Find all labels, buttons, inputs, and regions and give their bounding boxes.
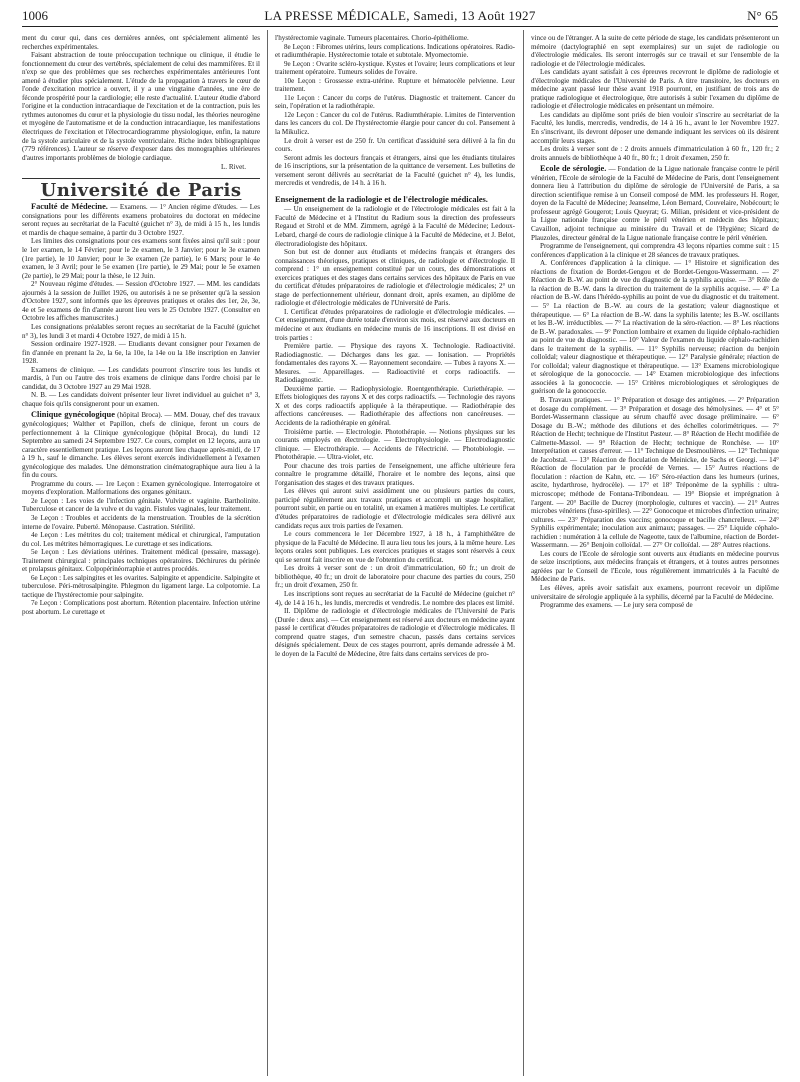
paragraph: 2° Nouveau régime d'études. — Session d'Octobre 1927. — MM. les candidats ajournés à la session de Juillet 1926, ou autorisés à ne se présenter qu'à la session d'Octobre 1927, sont informés que les épreuves pratiques et orales des 1er, 2e, 3e, 4e et 5e examens de fin d'année auront lieu vers le 25 Octobre 1927. (Consulter en Octobre les affiches manuscrites.) — [22, 280, 260, 323]
paragraph: Les candidats ayant satisfait à ces épreuves recevront le diplôme de radiologie et d'électrologie médicales de l'Université de Paris. A titre transitoire, les docteurs en médecine ayant passé leur thèse avant 1918 pourront, en justifiant de trois ans de pratique radiologique et électrologique, être autorisés à subir l'examen du diplôme de radiologie et d'électrologie médicales en présentant un mémoire. — [531, 68, 779, 111]
paragraph: ment du cœur qui, dans ces dernières années, ont spécialement alimenté les recherches expérimentales. — [22, 34, 260, 51]
paragraph: Programme du cours. — 1re Leçon : Examen gynécologique. Interrogatoire et moyens d'exploration. Malformations des organes génitaux. — [22, 479, 260, 497]
paragraph: Faisant abstraction de toute préoccupation technique ou clinique, il étudie le fonctionnement du cœur des vertébrés, spécialement de celui des mammifères. Et il n'exp se que des problèmes que ses recherches expérimentales antérieures l'ont amené à étudier plus spécialement. L'étude de la propagation à travers le cœur de l'onde d'excitation motrice a ouvert, il y a une vingtaine d'années, une ère de féconde prospérité pour la cardiologie; elle reste d'actualité. L'auteur étudie d'abord l'origine et la conduction intracardiaque de l'excitation et de la contraction, puis les rythmes autonomes du cœur et la physiologie du tissu nodal, les théories neurogène et myogène de l'automatisme et de la conduction intracardiaque, les manifestations électriques de l'excitation et l'électrocardiogramme physiologique, enfin, la nature de la systole auriculaire et de la systole ventriculaire. Riche index bibliographique (779 références). L'auteur se réserve d'exposer dans des monographies ultérieures d'autres importants problèmes de biologie cardiaque. — [22, 51, 260, 162]
paragraph: Les consignations préalables seront reçues au secrétariat de la Faculté (guichet n° 3), les lundi 3 et mardi 4 Octobre 1927, de midi à 15 h. — [22, 322, 260, 340]
paragraph: 10e Leçon : Grossesse extra-utérine. Rupture et hématocèle pelvienne. Leur traitement. — [275, 76, 515, 94]
paragraph: Le cours commencera le 1er Décembre 1927, à 18 h., à l'amphithéâtre de physique de la Faculté de Médecine. Il aura lieu tous les jours, à la même heure. Les leçons orales sont publiques. Les exercices pratiques et stages sont réservés à ceux qui se seront fait inscrire en vue de l'obtention du certificat. — [275, 530, 515, 564]
heading-enseignement: Enseignement de la radiologie et de l'électrologie médicales. — [275, 194, 488, 204]
paragraph: Les cours de l'Ecole de sérologie sont ouverts aux étudiants en médecine pourvus de seize inscriptions, aux médecins français et étrangers, et à toutes autres personnes agréées par le Conseil de l'Ecole, tous régulièrement immatriculés à la Faculté de Médecine de Paris. — [531, 549, 779, 584]
paragraph: 11e Leçon : Cancer du corps de l'utérus. Diagnostic et traitement. Cancer du sein, l'opération et la radiothérapie. — [275, 93, 515, 111]
paragraph: Session ordinaire 1927-1928. — Etudiants devant consigner pour l'examen de fin d'année en prenant la 2e, la 6e, la 10e, la 14e ou la 18e inscription en Janvier 1928. — [22, 340, 260, 366]
paragraph: 5e Leçon : Les déviations utérines. Traitement médical (pessaire, massage). Traitement chirurgical : principales techniques opératoires. Déchirures du périnée et prolapsus génitaux. Colpopérinéorraphie et autres procédés. — [22, 548, 260, 574]
column-divider — [267, 30, 268, 1076]
section-rule — [22, 178, 260, 179]
paragraph: Les élèves, après avoir satisfait aux examens, pourront recevoir un diplôme universitaire de sérologie appliquée à la syphilis, décerné par la Faculté de Médecine. — [531, 584, 779, 601]
column-1 — [22, 34, 260, 1078]
paragraph: B. Travaux pratiques. — 1° Préparation et dosage des antigènes. — 2° Préparation et dosage du complément. — 3° Préparation et dosage des hémolysines. — 4° et 5° Bordet-Wassermann classique au sérum chauffé avec dosage préliminaire. — 6° Dosage du B.-W.; méthode des dilutions et des échelles colorimétriques. — 7° Réaction de Hecht; technique de l'Institut Pasteur. — 8° Réaction de Hecht modifiée de Calmette-Massol. — 9° Réaction de Hecht; technique de Ronchèse. — 10° Interprétation et causes d'erreur. — 11° Technique de Desmoulières. — 12° Technique de Jacobstal. — 13° Réaction de floculation de Meinicke, de Sachs et Georgi. — 14° Réaction de floculation par le procédé de Vernes. — 15° Autres réactions de floculation : réaction de Kahn, etc. — 16° Séro-réaction dans les humeurs (urines, ascite, hydarthrose, hydrocèle). — 17° et 18° Tréponème de la syphilis : ultra-microscope; méthode de Fontana-Tribondeau. — 19° Biopsie et imprégnation à l'argent. — 20° Bacille de Ducrey (morphologie, cultures et vaccin). — 21° Autres microbes vénériens (fuso-spirilles). — 22° Gonocoque et microbes d'infection urinaire; cultures. — 23° Préparation des vaccins; gonocoque et bacille chancrelleux. — 24° Syphilis expérimentale; inoculation aux animaux; passages. — 25° Liquide céphalo-rachidien : numération à la cellule de Nageotte, taux de l'albumine, réaction de Bordet-Wassermann. — 26° Benjoin colloïdal. — 27° Or colloïdal. — 28° Autres réactions. — [531, 395, 779, 550]
paragraph: — Un enseignement de la radiologie et de l'électrologie médicales est fait à la Faculté de Médecine et à l'Institut du Radium sous la direction des professeurs Regaud et Strohl et de MM. Zimmern, agrégé à la Faculté de Médecine; Ledoux-Lebard, chargé de cours de radiologie clinique à la Faculté de Médecine, et J. Belot, électroradiologiste des hôpitaux. — [275, 205, 515, 248]
paragraph: N. B. — Les candidats doivent présenter leur livret individuel au guichet n° 3, chaque fois qu'ils consigneront pour un examen. — [22, 391, 260, 408]
heading-ecole: Ecole de sérologie. — [540, 164, 607, 174]
paragraph: Le droit à verser est de 250 fr. Un certificat d'assiduité sera délivré à la fin du cours. — [275, 136, 515, 154]
paragraph: 2e Leçon : Les voies de l'infection génitale. Vulvite et vaginite. Bartholinite. Tuberculose et cancer de la vulve et du vagin. Fistules vaginales, leur traitement. — [22, 496, 260, 514]
paragraph: A. Conférences d'application à la clinique. — 1° Histoire et signification des réactions de fixation de Bordet-Gengou et de Bordet-Gengou-Wassermann. — 2° Réaction de B.-W. au point de vue du diagnostic de la syphilis acquise. — 3° Rôle de la réaction de B.-W. dans la direction du traitement de la syphilis acquise. — 4° La réaction de B.-W. dans l'hérédo-syphilis au point de vue du diagnostic et du traitement. — 5° La réaction de B.-W. au cours de la gestation; valeur diagnostique et thérapeutique. — 6° La réaction de B.-W. dans la syphilis latente; les B.-W. oscillants et les B.-W. irréductibles. — 7° La réactivation de la séro-réaction. — 8° Les réactions de B.-W. paradoxales. — 9° Ponction lombaire et examen du liquide céphalo-rachidien au point de vue du diagnostic. — 10° Valeur de l'examen du liquide céphalo-rachidien dans le traitement de la syphilis. — 11° Syphilis nerveuse; réaction du benjoin colloïdal; valeur diagnostique et thérapeutique. — 12° Paralysie générale; réaction de l'or colloïdal; valeur diagnostique et thérapeutique. — 13° Examens microbiologique et sérologique de la gonococcie. — 14° Examen microbiologique des infections associées à la gonococcie. — 15° Critères microbiologiques et sérologiques de guérison de la gonococcie. — [531, 259, 779, 396]
paragraph: 4e Leçon : Les métrites du col; traitement médical et chirurgical, l'amputation du col. Les métrites hémorragiques. Le curettage et ses indications. — [22, 531, 260, 548]
page-number: 1006 — [22, 8, 48, 23]
paragraph: 7e Leçon : Complications post abortum. Rétention placentaire. Infection utérine post abortum. Le curettage et — [22, 599, 260, 616]
page-header — [22, 6, 778, 27]
paragraph: Les droits à verser sont de : un droit d'immatriculation, 60 fr.; un droit de bibliothèque, 40 fr.; un droit de laboratoire pour chacune des parties du cours, 250 fr.; un droit d'examen, 250 fr. — [275, 564, 515, 590]
review-signature: L. Rivet. — [220, 163, 246, 172]
paragraph: Deuxième partie. — Radiophysiologie. Roentgenthérapie. Curiethérapie. — Effets biologiques des rayons X et des corps radioactifs. — Technologie des rayons X et des corps radioactifs appliquée à la thérapeutique. — Radiothérapie des affections cancéreuses. — Radiothérapie des affections non cancéreuses. — Accidents de la radiothérapie en général. — [275, 384, 515, 428]
paragraph: Les candidats au diplôme sont priés de bien vouloir s'inscrire au secrétariat de la Faculté, les lundis, mercredis, vendredis, de 14 à 16 h., avant le 1er Novembre 1927. En s'inscrivant, ils devront déposer une demande indiquant les services où ils désirent accomplir leurs stages. — [531, 110, 779, 145]
paragraph: — Fondation de la Ligue nationale française contre le péril vénérien, l'Ecole de sérologie de la Faculté de Médecine de Paris, dont l'enseignement donnera lieu à l'attribution du diplôme de sérologie de l'Université de Paris, a sa direction scientifique remise à un Conseil composé de MM. les professeurs H. Roger, doyen de la Faculté de Médecine; Jeanselme, Léon Bernard, Couvelaire, Nobécourt; le professeur agrégé Gougerot; Louis Queyrat; G. Milian, président et vice-président de la Ligue nationale française contre le péril vénérien et médecin des hôpitaux; Cavaillon, adjoint technique au ministère du Travail et de l'Hygiène; Sicard de Plauzoles, directeur général de la Ligue nationale française contre le péril vénérien. — [531, 165, 779, 242]
paragraph: vince ou de l'étranger. A la suite de cette période de stage, les candidats présenteront un mémoire (dactylographié en sept exemplaires) sur un sujet de radiologie ou d'électrologie médicales. Ils seront interrogés sur ce travail et sur l'ensemble de la radiologie et de l'électrologie médicales. — [531, 34, 779, 68]
paragraph: Programme des examens. — Le jury sera composé de — [540, 601, 693, 610]
section-title: Université de Paris — [40, 179, 242, 201]
journal-title: LA PRESSE MÉDICALE, Samedi, 13 Août 1927 — [264, 8, 536, 23]
paragraph: Seront admis les docteurs français et étrangers, ainsi que les étudiants titulaires de 16 inscriptions, sur la présentation de la quittance de versement. Les bulletins de versement seront délivrés au secrétariat de la Faculté (guichet n° 4), les lundis, mercredis et vendredis, de 14 h. à 16 h. — [275, 153, 515, 188]
paragraph: Les inscriptions sont reçues au secrétariat de la Faculté de Médecine (guichet n° 4), de 14 à 16 h., les lundis, mercredis et vendredis. Le nombre des places est limité. — [275, 589, 515, 607]
paragraph: Pour chacune des trois parties de l'enseignement, une affiche ultérieure fera connaître le programme détaillé, l'horaire et le nombre des leçons, ainsi que l'organisation des stages et des travaux pratiques. — [275, 461, 515, 487]
heading-clinique: Clinique gynécologique — [31, 410, 115, 420]
column-3 — [531, 34, 779, 1078]
column-2 — [275, 34, 515, 1078]
paragraph: Troisième partie. — Electrologie. Photothérapie. — Notions physiques sur les courants employés en électrologie. — Electrophysiologie. — Electrodiagnostic clinique. — Electrothérapie. — Accidents de l'électricité. — Photobiologie. — Photothérapie. — Ultra-violet, etc. — [275, 427, 515, 462]
paragraph: — Examens. — 1° Ancien régime d'études. — Les consignations pour les différents examens probatoires du doctorat en médecine seront reçues au secrétariat de la Faculté (guichet n° 3), de midi à 15 h., les lundis et mardis de chaque semaine, à partir du 3 Octobre 1927. — [22, 203, 260, 237]
paragraph: Son but est de donner aux étudiants et médecins français et étrangers des connaissances théoriques, pratiques et cliniques, de radiologie et d'électrologie. Il comprend : 1° un enseignement constitué par un cours, des démonstrations et exercices pratiques et des stages dans certains services des hôpitaux de Paris en vue du certificat d'études préparatoires de radiologie et d'électrologie médicales; 2° un stage de perfectionnement ultérieur, donnant droit, après examen, au diplôme de radiologie et d'électrologie médicales de l'Université de Paris. — [275, 248, 515, 308]
heading-faculte: Faculté de Médecine. — [31, 202, 108, 212]
paragraph: Programme de l'enseignement, qui comprendra 43 leçons réparties comme suit : 15 conférences d'application à la clinique et 28 séances de travaux pratiques. — [531, 242, 779, 259]
paragraph: Examens de clinique. — Les candidats pourront s'inscrire tous les lundis et mardis, à l'un ou l'autre des trois examens de clinique dans l'ordre choisi par le candidat, du 3 Octobre 1927 au 29 Mai 1928. — [22, 365, 260, 391]
column-divider — [523, 30, 524, 1076]
paragraph: Première partie. — Physique des rayons X. Technologie. Radioactivité. Radiodiagnostic. — Décharges dans les gaz. — Ionisation. — Propriétés fondamentales des rayons X. — Rayonnement secondaire. — Tubes à rayons X. — Mesures. — Appareillages. — Radioactivité et corps radioactifs. — Radiodiagnostic. — [275, 342, 515, 385]
paragraph: 9e Leçon : Ovarite scléro-kystique. Kystes et l'ovaire; leurs complications et leur traitement opératoire. Tumeurs solides de l'ovaire. — [275, 59, 515, 77]
paragraph: (hôpital Broca). — MM. Douay, chef des travaux gynécologiques; Walther et Papillon, chefs de clinique, feront un cours de perfectionnement à la Clinique gynécologique (hôpital Broca), du lundi 12 Septembre au samedi 24 Septembre 1927. Ce cours, complet en 12 leçons, aura un caractère essentiellement pratique. Les leçons auront lieu chaque après-midi, de 17 à 19 h., sauf le dimanche. Les élèves seront exercés individuellement à l'examen gynécologique des malades. Une démonstration cinématographique aura lieu à la fin du cours. — [22, 411, 260, 480]
paragraph: 3e Leçon : Troubles et accidents de la menstruation. Troubles de la sécrétion interne de l'ovaire. Puberté. Ménopause. Castration. Stérilité. — [22, 513, 260, 531]
paragraph: Les élèves qui auront suivi assidûment une ou plusieurs parties du cours, participé régulièrement aux travaux pratiques et accompli un stage hospitalier, pourront subir, en partie ou en totalité, un examen à matières multiples. Le certificat d'études préparatoires de radiologie et d'électrologie médicales sera délivré aux candidats reçus aux trois parties de l'examen. — [275, 487, 515, 530]
paragraph: Les droits à verser sont de : 2 droits annuels d'immatriculation à 60 fr., 120 fr.; 2 droits annuels de bibliothèque à 40 fr., 80 fr.; 1 droit d'examen, 250 fr. — [531, 145, 779, 162]
paragraph: II. Diplôme de radiologie et d'électrologie médicales de l'Université de Paris (Durée : deux ans). — Cet enseignement est réservé aux docteurs en médecine ayant passé le certificat d'études préparatoires de radiologie et d'électrologie médicales. Il comprend quatre stages, d'un semestre chacun, passés dans certains services désignés spécialement. Deux de ces stages pourront, après demande adressée à M. le doyen de la Faculté de Médecine, être faits dans certains services de pro- — [275, 607, 515, 658]
paragraph: Les limites des consignations pour ces examens sont fixées ainsi qu'il suit : pour le 1er examen, le 14 Février; pour le 2e examen, le 3 Janvier; pour le 3e examen (1re partie), le 10 Janvier; pour le 3e examen (2e partie), le 6 Mars; pour le 4e examen, le 3 Avril; pour le 5e examen (1re partie), le 29 Mai; pour le 5e examen (2e partie), le 29 Mai; pour la thèse, le 12 Juin. — [22, 237, 260, 280]
paragraph: l'hystérectomie vaginale. Tumeurs placentaires. Chorio-épithéliome. — [275, 34, 469, 42]
paragraph: I. Certificat d'études préparatoires de radiologie et d'électrologie médicales. — Cet enseignement, d'une durée totale d'environ six mois, est réservé aux docteurs en médecine et aux étudiants en médecine munis de 16 inscriptions. Il est divisé en trois parties : — [275, 307, 515, 342]
paragraph: 12e Leçon : Cancer du col de l'utérus. Radiumthérapie. Limites de l'intervention dans les cancers du col. De l'hystérectomie élargie pour cancer du col. Pansement à la Mikulicz. — [275, 110, 515, 137]
issue-number: N° 65 — [747, 8, 778, 23]
paragraph: 6e Leçon : Les salpingites et les ovarites. Salpingite et appendicite. Salpingite et tuberculose. Péri-métrosalpingite. Phlegmon du ligament large. La colpotomie. La tactique de l'hystérectomie pour salpingite. — [22, 573, 260, 599]
paragraph: 8e Leçon : Fibromes utérins, leurs complications. Indications opératoires. Radio- et radiumthérapie. Hystérectomie totale et subtotale. Myomectomie. — [275, 42, 515, 60]
